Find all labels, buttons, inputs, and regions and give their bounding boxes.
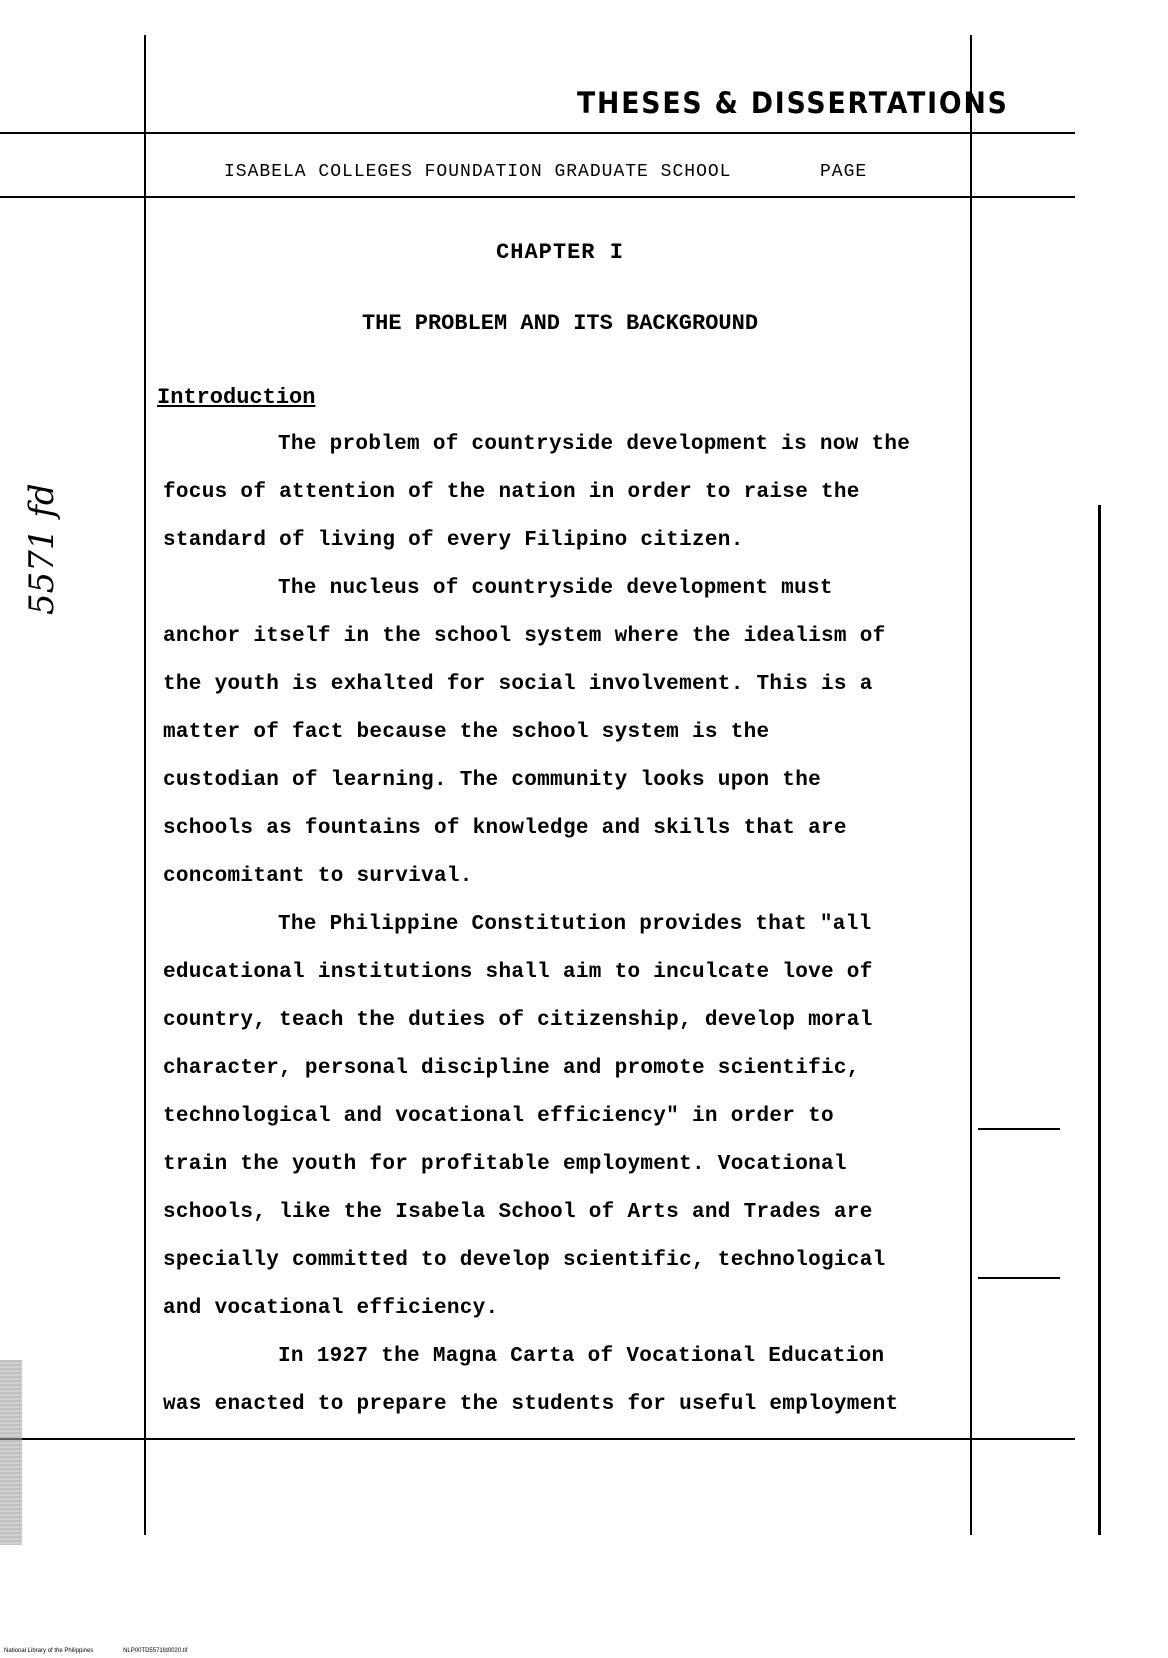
body-line: technological and vocational efficiency" in order to	[163, 1105, 834, 1128]
scan-edge-shadow	[0, 1360, 22, 1545]
chapter-heading: CHAPTER I	[496, 240, 624, 265]
body-line: the youth is exhalted for social involvement. This is a	[163, 673, 873, 696]
body-line: matter of fact because the school system is the	[163, 721, 770, 744]
body-line: anchor itself in the school system where the idealism of	[163, 625, 886, 648]
section-heading: Introduction	[157, 385, 316, 410]
body-line: custodian of learning. The community looks upon the	[163, 769, 822, 792]
header-bottom-rule	[0, 196, 1075, 198]
body-line: concomitant to survival.	[163, 865, 473, 888]
right-edge-mark	[1098, 505, 1101, 1535]
chapter-title: THE PROBLEM AND ITS BACKGROUND	[361, 311, 759, 336]
right-margin-rule	[970, 35, 972, 1535]
left-margin-rule	[144, 35, 146, 1535]
page-label: PAGE	[820, 162, 868, 182]
body-line: schools, like the Isabela School of Arts and Trades are	[163, 1201, 873, 1224]
body-line: schools as fountains of knowledge and skills that are	[163, 817, 847, 840]
handwritten-call-number: 5571 fd	[22, 483, 62, 615]
body-line: country, teach the duties of citizenship, develop moral	[163, 1009, 873, 1032]
header-top-rule	[0, 132, 1075, 134]
body-line: and vocational efficiency.	[163, 1297, 499, 1320]
right-edge-tick-2	[978, 1277, 1060, 1279]
body-line: focus of attention of the nation in order to raise the	[163, 481, 860, 504]
body-line: standard of living of every Filipino citizen.	[163, 529, 744, 552]
theses-stamp: THESES & DISSERTATIONS	[577, 86, 1009, 120]
file-name: NLP00TD5571fd0020.tif	[123, 1648, 188, 1654]
body-line: The Philippine Constitution provides that "all	[278, 913, 872, 936]
body-line: In 1927 the Magna Carta of Vocational Education	[278, 1345, 885, 1368]
institution-header: ISABELA COLLEGES FOUNDATION GRADUATE SCHOOL	[224, 162, 732, 182]
body-line: specially committed to develop scientific, technological	[163, 1249, 886, 1272]
body-line: train the youth for profitable employment. Vocational	[163, 1153, 847, 1176]
footer-rule	[0, 1438, 1075, 1440]
body-line: The nucleus of countryside development must	[278, 577, 833, 600]
body-line: educational institutions shall aim to inculcate love of	[163, 961, 873, 984]
body-line: character, personal discipline and promote scientific,	[163, 1057, 860, 1080]
right-edge-tick-1	[978, 1128, 1060, 1130]
library-credit: National Library of the Philippines	[4, 1648, 94, 1654]
body-line: The problem of countryside development is now the	[278, 433, 911, 456]
body-line: was enacted to prepare the students for useful employment	[163, 1393, 899, 1416]
scan-footer	[4, 1648, 215, 1654]
